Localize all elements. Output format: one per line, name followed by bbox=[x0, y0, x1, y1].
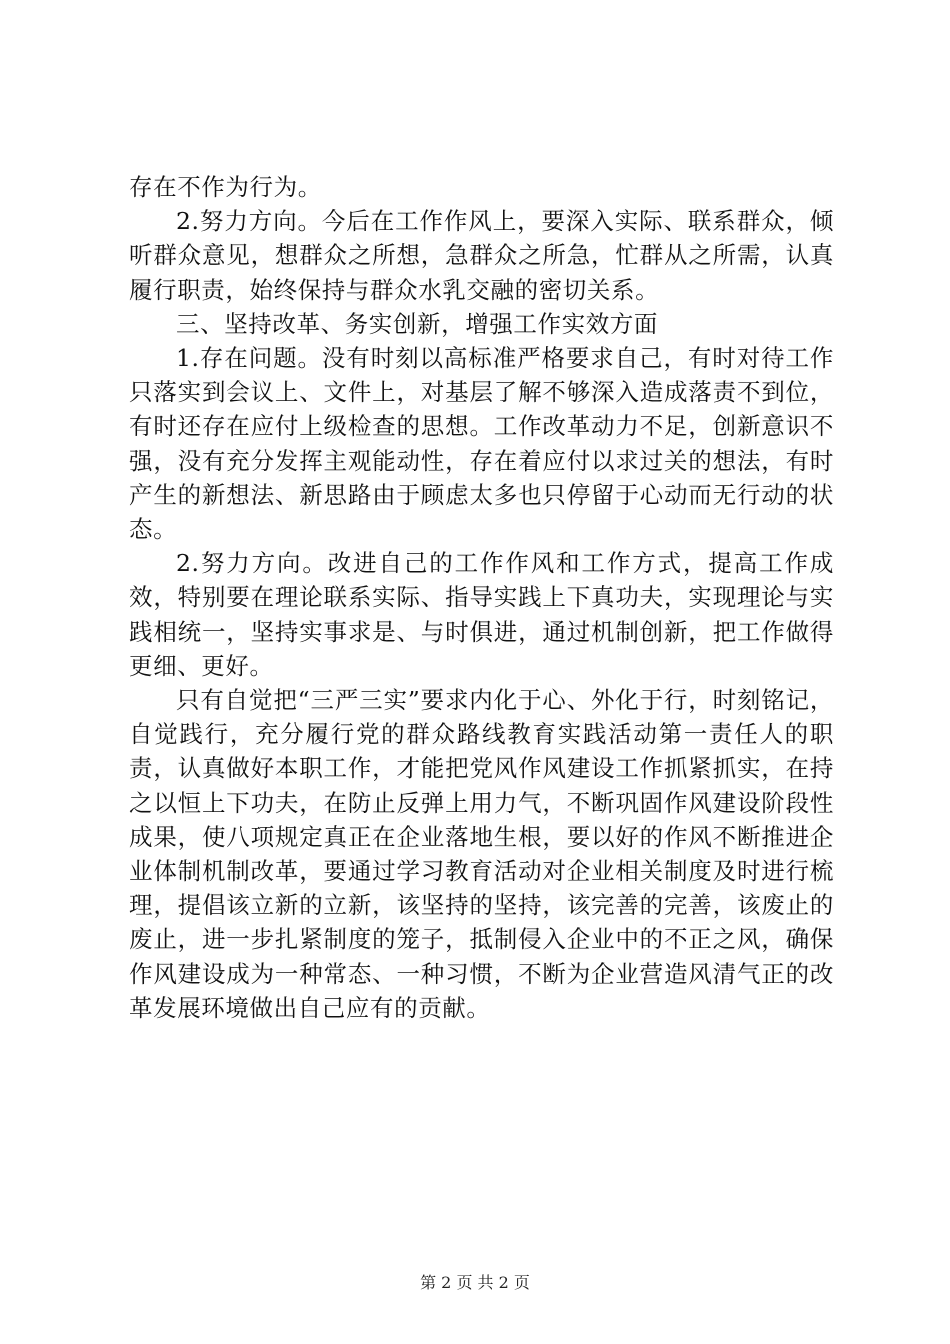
section-heading-3: 三、坚持改革、务实创新，增强工作实效方面 bbox=[176, 309, 658, 338]
paragraph-conclusion: 只有自觉把“三严三实”要求内化于心、外化于行，时刻铭记，自觉践行，充分履行党的群众路线教育实践活动第一责任人的职责，认真做好本职工作，才能把党风作风建设工作抓紧抓实，在持之以恒上下功夫，在防止反弹上用力气，不断巩固作风建设阶段性成果，使八项规定真正在企业落地生根，要以好的作风不断推进企业体制机制改革，要通过学习教育活动对企业相关制度及时进行梳理，提倡该立新的立新，该坚持的坚持，该完善的完善，该废止的废止，进一步扎紧制度的笼子，抵制侵入企业中的不正之风，确保作风建设成为一种常态、一种习惯，不断为企业营造风清气正的改革发展环境做出自己应有的贡献。 bbox=[129, 686, 834, 1022]
paragraph-direction-2: 2.努力方向。改进自己的工作作风和工作方式，提高工作成效，特别要在理论联系实际、指导实践上下真功夫，实现理论与实践相统一，坚持实事求是、与时俱进，通过机制创新，把工作做得更细、更好。 bbox=[129, 549, 834, 680]
document-body bbox=[129, 170, 834, 1025]
paragraph-problems: 1.存在问题。没有时刻以高标准严格要求自己，有时对待工作只落实到会议上、文件上，对基层了解不够深入造成落责不到位，有时还存在应付上级检查的思想。工作改革动力不足，创新意识不强，没有充分发挥主观能动性，存在着应付以求过关的想法，有时产生的新想法、新思路由于顾虑太多也只停留于心动而无行动的状态。 bbox=[129, 344, 834, 544]
paragraph-direction-1: 2.努力方向。今后在工作作风上，要深入实际、联系群众，倾听群众意见，想群众之所想，急群众之所急，忙群从之所需，认真履行职责，始终保持与群众水乳交融的密切关系。 bbox=[129, 207, 834, 304]
paragraph-continuation: 存在不作为行为。 bbox=[129, 173, 322, 201]
page-number-footer: 第 2 页 共 2 页 bbox=[420, 1273, 530, 1292]
